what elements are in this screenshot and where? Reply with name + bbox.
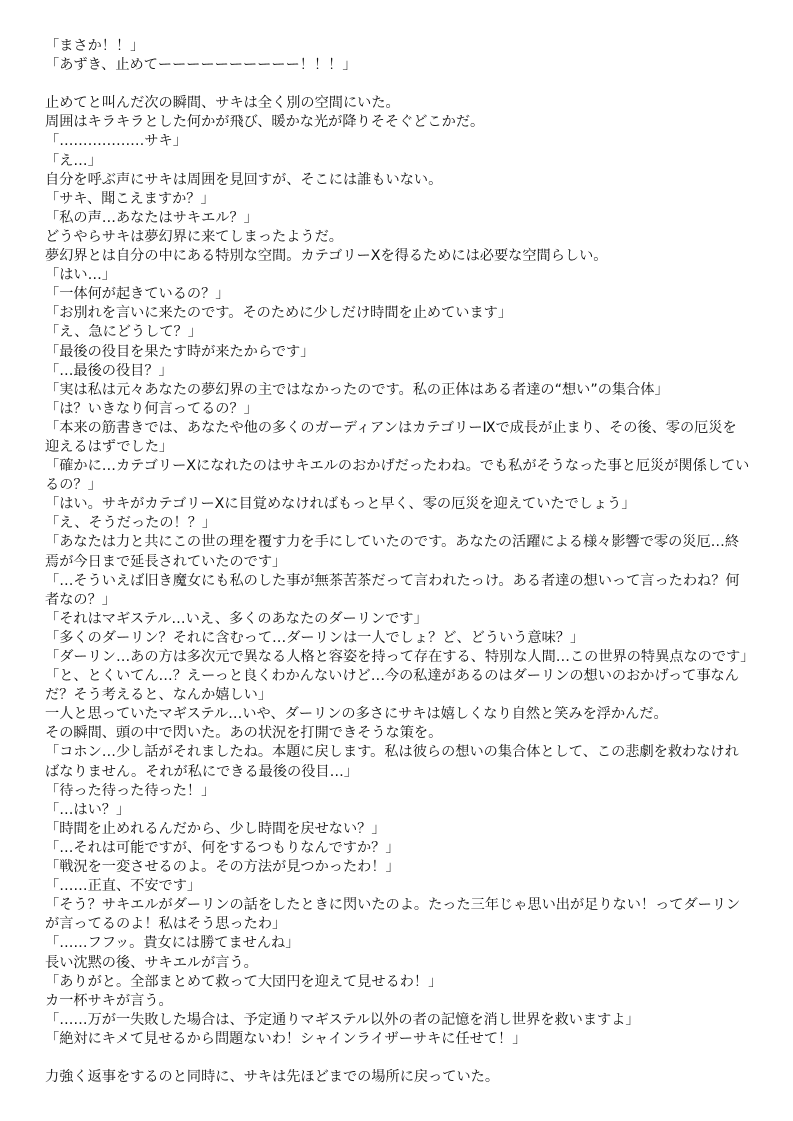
text-line: どうやらサキは夢幻界に来てしまったようだ。 <box>45 228 343 245</box>
text-line: 「え、そうだったの！？」 <box>45 515 217 532</box>
text-line: 「え…」 <box>45 152 102 169</box>
text-line: 「本来の筋書きでは、あなたや他の多くのガーディアンはカテゴリーⅨで成長が止まり、その後、零の厄災を迎えるはずでした」 <box>45 419 737 455</box>
text-line: 「え、急にどうして？」 <box>45 324 202 341</box>
text-line: 「多くのダーリン？それに含むって…ダーリンは一人でしょ？ど、どういう意味？」 <box>45 629 585 646</box>
text-line: 自分を呼ぶ声にサキは周囲を見回すが、そこには誰もいない。 <box>45 171 443 188</box>
text-line: 「サキ、聞こえますか？」 <box>45 190 215 207</box>
text-line: 「そう？サキエルがダーリンの話をしたときに閃いたのよ。たった三年じゃ思い出が足りない！ってダーリンが言ってるのよ！私はそう思ったわ」 <box>45 897 741 933</box>
text-line: 「…それは可能ですが、何をするつもりなんですか？」 <box>45 839 400 856</box>
text-line: 「…最後の役目？」 <box>45 362 173 379</box>
text-line: 「はい。サキがカテゴリーⅩに目覚めなければもっと早く、零の厄災を迎えていたでしょう」 <box>45 496 636 513</box>
text-line: 「最後の役目を果たす時が来たからです」 <box>45 343 315 360</box>
text-line: 一人と思っていたマギステル…いや、ダーリンの多さにサキは嬉しくなり自然と笑みを浮かんだ。 <box>45 706 668 723</box>
document-text-body <box>45 37 755 1087</box>
text-line: 「私の声…あなたはサキエル？」 <box>45 209 258 226</box>
text-line: 「ありがと。全部まとめて救って大団円を迎えて見せるわ！」 <box>45 973 443 990</box>
text-line: 「あずき、止めてーーーーーーーーーー！！！」 <box>45 57 357 74</box>
text-line: 「………………サキ」 <box>45 133 187 150</box>
text-line: 「待った待った待った！」 <box>45 782 216 799</box>
blank-line <box>45 1049 750 1068</box>
text-line: 「絶対にキメて見せるから問題ないわ！シャインライザーサキに任せて！」 <box>45 1030 527 1047</box>
text-line: 力強く返事をするのと同時に、サキは先ほどまでの場所に戻っていた。 <box>45 1069 500 1086</box>
text-line: 「……正直、不安です」 <box>45 878 202 895</box>
text-line: 「まさか！！」 <box>45 38 145 54</box>
text-line: 「一体何が起きているの？」 <box>45 286 230 303</box>
text-line: 「確かに…カテゴリーⅩになれたのはサキエルのおかげだったわね。でも私がそうなった事と厄災が関係しているの？」 <box>45 458 750 494</box>
text-line: 長い沈黙の後、サキエルが言う。 <box>45 954 258 971</box>
text-line: 「お別れを言いに来たのです。そのために少しだけ時間を止めています」 <box>45 305 513 322</box>
text-line: 周囲はキラキラとした何かが飛び、暖かな光が降りそそぐどこかだ。 <box>45 114 485 131</box>
text-line: 「それはマギステル…いえ、多くのあなたのダーリンです」 <box>45 610 428 627</box>
text-line: 「…そういえば旧き魔女にも私のした事が無茶苦茶だって言われたっけ。ある者達の想いって言ったわね？何者なの？」 <box>45 572 740 608</box>
text-line: 「はい…」 <box>45 267 116 284</box>
text-line: 「あなたは力と共にこの世の理を覆す力を手にしていたのです。あなたの活躍による様々影響で零の災厄…終焉が今日まで延長されていたのです」 <box>45 534 740 570</box>
text-line: 「は？いきなり何言ってるの？」 <box>45 400 258 417</box>
text-line: 「時間を止めれるんだから、少し時間を戻せない？」 <box>45 820 386 837</box>
blank-line <box>45 75 750 94</box>
text-line: 「コホン…少し話がそれましたね。本題に戻します。私は彼らの想いの集合体として、この悲劇を救わなければなりません。それが私にできる最後の役目…」 <box>45 744 739 780</box>
text-line: 「……フフッ。貴女には勝てませんね」 <box>45 935 300 952</box>
text-line: 「ダーリン…あの方は多次元で異なる人格と容姿を持って存在する、特別な人間…この世界の特異点なのです」 <box>45 649 755 665</box>
text-line: 「実は私は元々あなたの夢幻界の主ではなかったのです。私の正体はある者達の“想い”の集合体」 <box>45 381 669 398</box>
text-line: 「…はい？」 <box>45 801 131 818</box>
text-line: 「戦況を一変させるのよ。その方法が見つかったわ！」 <box>45 859 400 876</box>
text-line: 「と、とくいてん…？えーっと良くわかんないけど…今の私達があるのはダーリンの想いのおかげって事なんだ？そう考えると、なんか嬉しい」 <box>45 668 739 704</box>
text-line: カ一杯サキが言う。 <box>45 992 173 1009</box>
text-line: 止めてと叫んだ次の瞬間、サキは全く別の空間にいた。 <box>45 95 400 112</box>
text-line: その瞬間、頭の中で閃いた。あの状況を打開できそうな策を。 <box>45 725 443 742</box>
text-line: 夢幻界とは自分の中にある特別な空間。カテゴリーⅩを得るためには必要な空間らしい。 <box>45 248 608 265</box>
text-line: 「……万が一失敗した場合は、予定通りマギステル以外の者の記憶を消し世界を救いますよ」 <box>45 1011 640 1028</box>
